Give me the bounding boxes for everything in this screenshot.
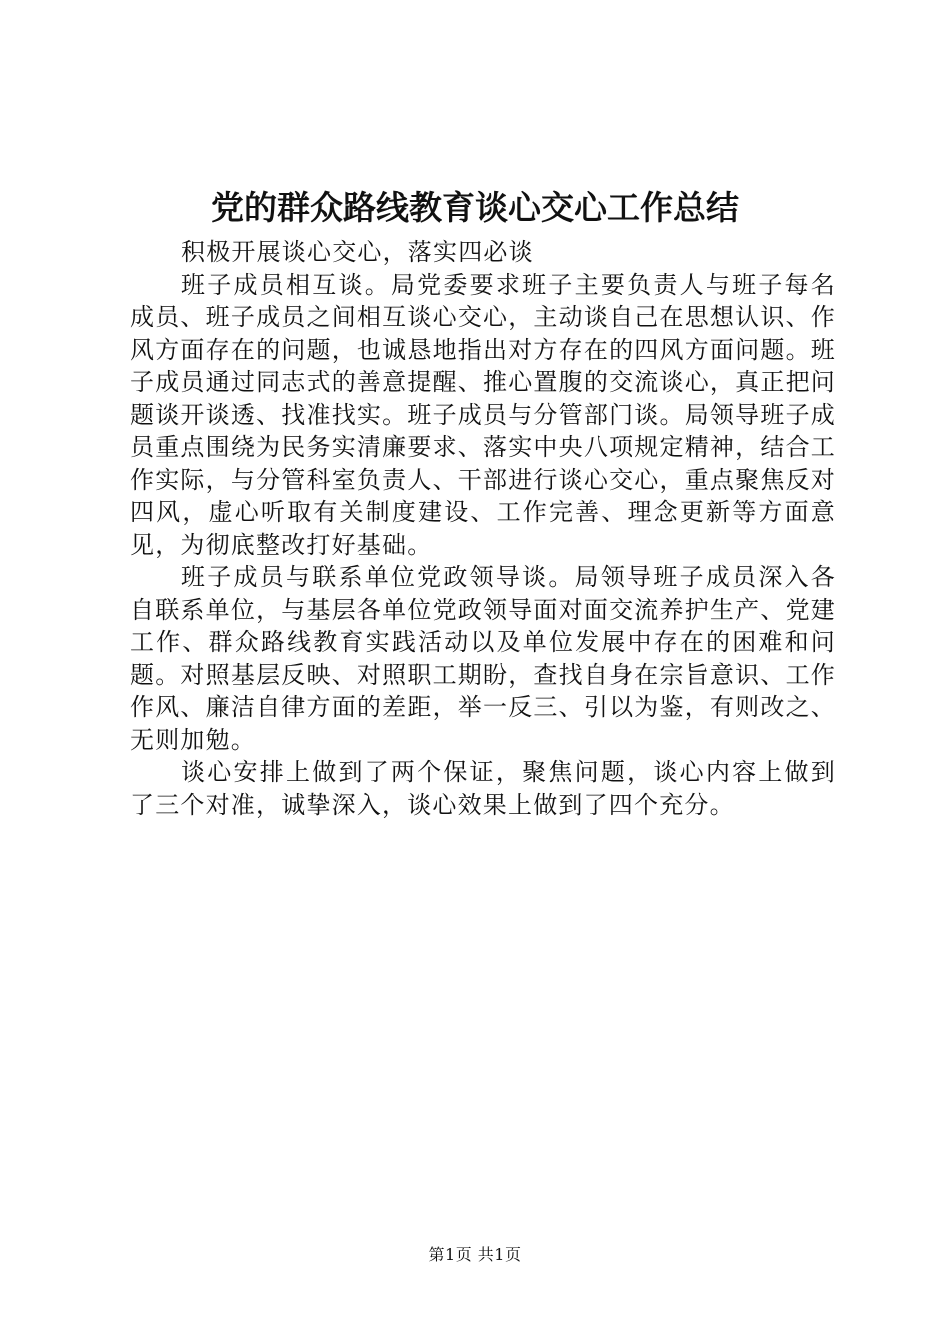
section-subheading: 积极开展谈心交心，落实四必谈 [181,238,534,266]
page-footer: 第1页 共1页 [428,1245,522,1264]
document-body [130,236,836,821]
paragraph-1: 班子成员相互谈。局党委要求班子主要负责人与班子每名成员、班子成员之间相互谈心交心，主动谈自己在思想认识、作风方面存在的问题，也诚恳地指出对方存在的四风方面问题。班子成员通过同志式的善意提醒、推心置腹的交流谈心，真正把问题谈开谈透、找准找实。班子成员与分管部门谈。局领导班子成员重点围绕为民务实清廉要求、落实中央八项规定精神，结合工作实际，与分管科室负责人、干部进行谈心交心，重点聚焦反对四风，虚心听取有关制度建设、工作完善、理念更新等方面意见，为彻底整改打好基础。 [130,270,836,559]
paragraph-3: 谈心安排上做到了两个保证，聚焦问题，谈心内容上做到了三个对准，诚挚深入，谈心效果上做到了四个充分。 [130,758,836,819]
document-title: 党的群众路线教育谈心交心工作总结 [211,188,739,227]
paragraph-2: 班子成员与联系单位党政领导谈。局领导班子成员深入各自联系单位，与基层各单位党政领导面对面交流养护生产、党建工作、群众路线教育实践活动以及单位发展中存在的困难和问题。对照基层反映、对照职工期盼，查找自身在宗旨意识、工作作风、廉洁自律方面的差距，举一反三、引以为鉴，有则改之、无则加勉。 [130,563,836,754]
